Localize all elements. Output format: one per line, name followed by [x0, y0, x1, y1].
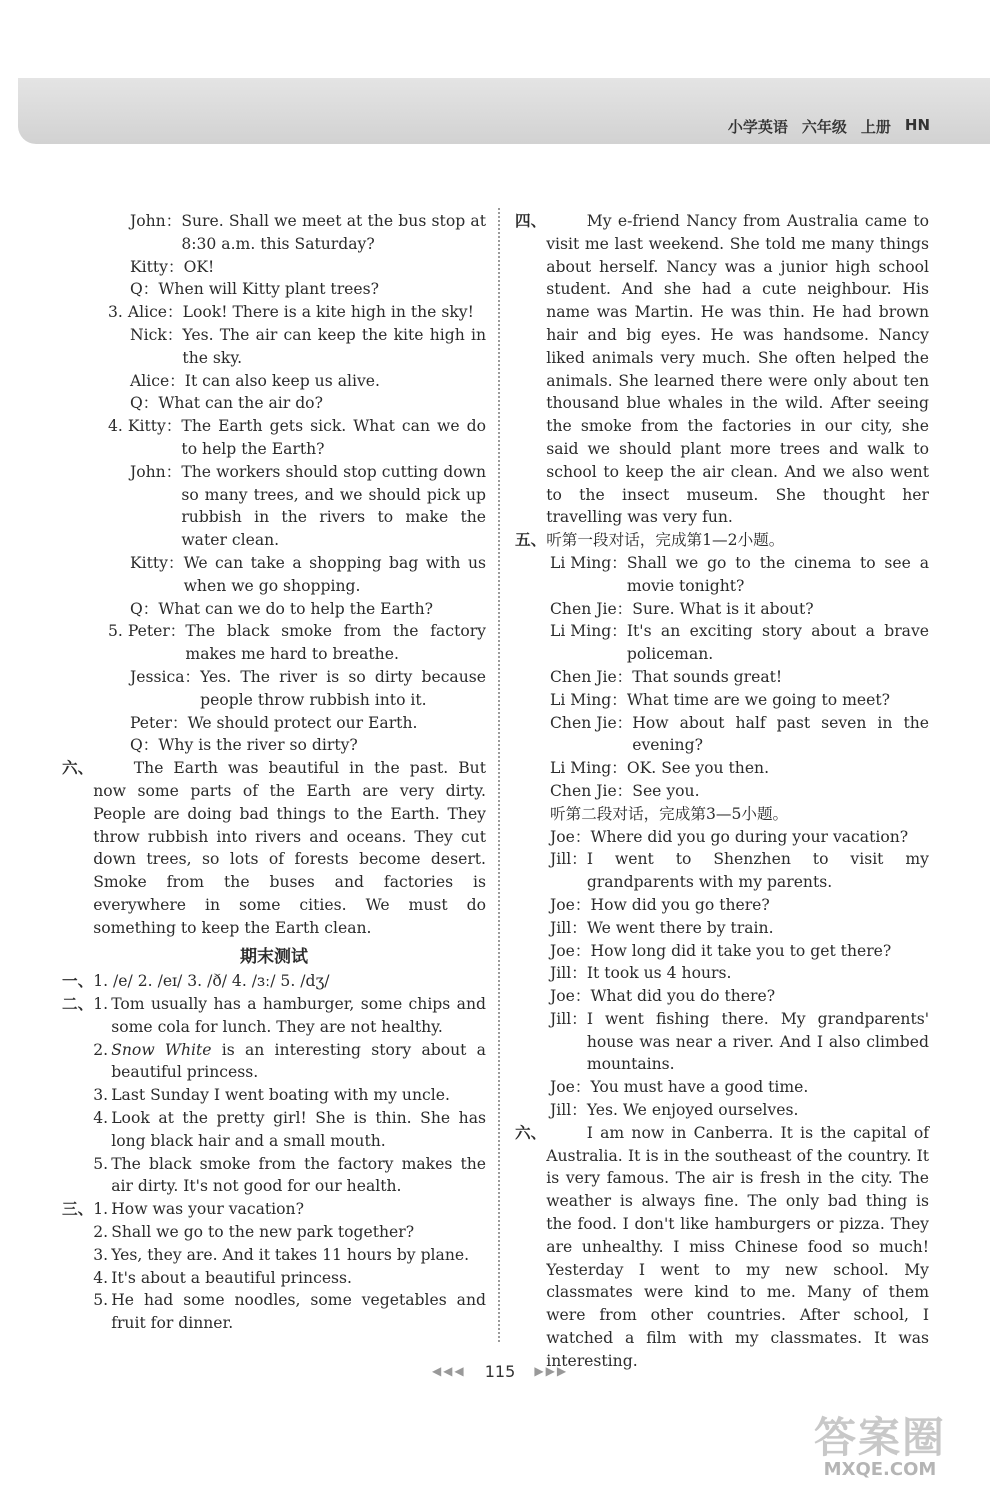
dialog-line	[62, 552, 486, 598]
speaker-label: Q：	[130, 736, 159, 755]
speaker-label: Chen Jie：	[550, 713, 633, 732]
speaker-text: I went to Shenzhen to visit my grandparents with my parents.	[586, 850, 929, 892]
right-column	[515, 210, 929, 1373]
column-divider	[498, 208, 500, 1342]
left-section-6	[62, 757, 486, 939]
speaker-label: Jessica：	[130, 667, 201, 686]
dialog-line	[62, 712, 486, 735]
speaker-label: Chen Jie：	[550, 599, 633, 618]
item-number: 3.	[93, 1086, 109, 1105]
italic-title: Snow White	[111, 1040, 212, 1059]
item-text	[111, 1039, 486, 1085]
dialog-line	[550, 598, 929, 621]
speaker-label: John：	[130, 462, 182, 481]
speaker-text: That sounds great!	[632, 667, 783, 686]
dialog-line	[62, 666, 486, 712]
dialog-line	[62, 598, 486, 621]
dialog-b	[515, 826, 929, 1122]
item-text: How was your vacation?	[111, 1200, 304, 1219]
final-q1	[62, 970, 486, 993]
dialog-line	[550, 985, 929, 1008]
answer-item	[93, 1039, 486, 1085]
speaker-label: Jill：	[550, 1101, 587, 1120]
item-number: 2.	[93, 1223, 109, 1242]
speaker-text: Why is the river so dirty?	[158, 736, 358, 755]
dialog-line	[62, 370, 486, 393]
item-text: The black smoke from the factory makes the air dirty. It's not good for our health.	[111, 1154, 486, 1196]
page-footer	[0, 1362, 1000, 1381]
speaker-text: How about half past seven in the evening?	[632, 713, 929, 755]
section-number: 六、	[62, 759, 94, 778]
speaker-text: Yes. The river is so dirty because people throw rubbish into it.	[200, 667, 486, 709]
header-grade: 六年级	[801, 118, 847, 136]
answer-item	[93, 1244, 486, 1267]
speaker-label: Jill：	[550, 918, 587, 937]
speaker-label: Q：	[130, 394, 159, 413]
answer-item	[93, 1289, 486, 1335]
speaker-label: Kitty：	[130, 257, 184, 276]
speaker-text: What time are we going to meet?	[626, 690, 890, 709]
page-number: 115	[484, 1362, 516, 1381]
speaker-label: Chen Jie：	[550, 781, 633, 800]
speaker-text: What did you do there?	[590, 987, 776, 1006]
speaker-label: Li Ming：	[550, 759, 627, 778]
speaker-text: Shall we go to the cinema to see a movie tonight?	[626, 553, 929, 595]
item-text: It's about a beautiful princess.	[111, 1268, 353, 1287]
speaker-text: See you.	[632, 781, 700, 800]
item-text: He had some noodles, some vegetables and fruit for dinner.	[111, 1291, 486, 1333]
speaker-text: Yes. We enjoyed ourselves.	[586, 1101, 799, 1120]
speaker-label: Li Ming：	[550, 622, 627, 641]
item-text: Tom usually has a hamburger, some chips and some cola for lunch. They are not healthy.	[111, 995, 486, 1036]
speaker-text: What can we do to help the Earth?	[158, 599, 433, 618]
speaker-text: It's an exciting story about a brave policeman.	[626, 622, 929, 664]
speaker-text: I went fishing there. My grandparents' house was near a river. And I also climbed mountains.	[586, 1009, 929, 1074]
item-number: 2.	[93, 1040, 109, 1059]
section-number: 四、	[515, 212, 547, 230]
dialog-line	[550, 940, 929, 963]
item-number: 1.	[93, 1200, 109, 1219]
speaker-label: Jill：	[550, 964, 587, 983]
speaker-label: Peter：	[130, 713, 188, 732]
listening-intro-1: 听第一段对话，完成第1—2小题。	[546, 531, 785, 550]
speaker-text: It took us 4 hours.	[586, 964, 732, 983]
item-text: Look at the pretty girl! She is thin. She has long black hair and a small mouth.	[111, 1109, 486, 1150]
speaker-text: The workers should stop cutting down so many trees, and we should pick up rubbish in the rivers to make the water clean.	[181, 462, 486, 550]
speaker-text: Where did you go during your vacation?	[590, 827, 909, 846]
dialog-line	[550, 689, 929, 712]
dialog-line	[550, 666, 929, 689]
speaker-label: Kitty：	[130, 553, 184, 572]
item-number: 5.	[93, 1154, 109, 1173]
speaker-label: Jill：	[550, 850, 587, 869]
answer-item	[93, 1221, 486, 1244]
dialog-line	[550, 962, 929, 985]
speaker-label: Joe：	[550, 941, 591, 960]
speaker-label: Jill：	[550, 1009, 587, 1028]
left-column	[62, 210, 486, 1335]
final-q2	[62, 993, 486, 1198]
dialog-line	[550, 757, 929, 780]
speaker-label: Joe：	[550, 987, 591, 1006]
speaker-label: Nick：	[130, 325, 183, 344]
dialog-line	[550, 780, 929, 803]
q1-answers: 1. /e/ 2. /eɪ/ 3. /ð/ 4. /ɜː/ 5. /dʒ/	[93, 972, 330, 991]
item-text: Yes, they are. And it takes 11 hours by plane.	[111, 1245, 470, 1264]
header-edition: HN	[904, 116, 930, 134]
answer-item	[93, 1084, 486, 1107]
dialog-line	[550, 917, 929, 940]
watermark-logo	[780, 1405, 980, 1485]
watermark-url: MXQE.COM	[823, 1459, 937, 1480]
speaker-text: Sure. Shall we meet at the bus stop at 8:30 a.m. this Saturday?	[181, 212, 486, 253]
watermark-text: 答案圈	[813, 1413, 946, 1462]
dialog-line	[62, 256, 486, 279]
answer-item	[93, 1107, 486, 1153]
dialog-line	[550, 552, 929, 598]
speaker-label: Li Ming：	[550, 690, 627, 709]
speaker-label: John：	[130, 212, 182, 230]
speaker-label: 3. Alice：	[108, 303, 183, 322]
dialog-line	[62, 461, 486, 552]
item-number: 4.	[93, 1109, 109, 1128]
q2-list	[93, 993, 486, 1198]
dialog-line	[62, 734, 486, 757]
speaker-text: Yes. The air can keep the kite high in the sky.	[182, 325, 486, 367]
section-number: 二、	[62, 995, 94, 1014]
dialog-a	[515, 552, 929, 803]
speaker-text: When will Kitty plant trees?	[158, 280, 379, 299]
speaker-text: You must have a good time.	[590, 1078, 809, 1097]
dialog-line	[550, 826, 929, 849]
header-subject: 小学英语	[727, 118, 788, 136]
dialog-line	[550, 848, 929, 894]
speaker-text: We should protect our Earth.	[187, 713, 418, 732]
right-section-4	[515, 210, 929, 529]
speaker-label: Joe：	[550, 827, 591, 846]
speaker-text: What can the air do?	[158, 394, 323, 413]
item-text: Last Sunday I went boating with my uncle.	[111, 1086, 450, 1105]
speaker-text: We can take a shopping bag with us when we go shopping.	[183, 553, 486, 595]
dialog-line	[550, 894, 929, 917]
speaker-text: How long did it take you to get there?	[590, 941, 892, 960]
dialog-line	[550, 712, 929, 758]
speaker-text: OK!	[183, 257, 215, 276]
section-number: 六、	[515, 1123, 547, 1142]
prev-arrows-icon: ◀◀◀	[431, 1364, 466, 1378]
right-section-5	[515, 529, 929, 552]
answer-item	[93, 993, 486, 1039]
dialog-line	[62, 278, 486, 301]
speaker-label: Chen Jie：	[550, 667, 633, 686]
dialog-line	[62, 415, 486, 461]
speaker-text: It can also keep us alive.	[184, 371, 380, 390]
q3-list	[93, 1198, 486, 1335]
passage-text: I am now in Canberra. It is the capital of Australia. It is in the southeast of the country. It is very famous. The air is fresh in the city. The weather is always fine. The only bad thing is the food. I don't like hamburgers or pizza. They are unhealthy. I miss Chinese food so much! Yesterday I went to my new school. My classmates were kind to me. Many of them were from other countries. After school, I watched a film with my classmates. It was interesting.	[546, 1123, 929, 1370]
next-arrows-icon: ▶▶▶	[534, 1364, 569, 1378]
passage-text: My e-friend Nancy from Australia came to visit me last weekend. She told me many things about herself. Nancy was a junior high school student. And she had a cute neighbour. His name was Martin. He was thin. He had brown hair and big eyes. He was handsome. Nancy liked animals very much. She often helped the animals. She learned there were only about ten thousand blue whales in the wild. After seeing the smoke from the factories in our city, she said we should plant more trees and walk to school to keep the air clean. And we also went to the insect museum. She thought her travelling was very fun.	[546, 212, 929, 527]
speaker-text: Look! There is a kite high in the sky!	[182, 303, 474, 322]
speaker-text: OK. See you then.	[626, 759, 770, 778]
item-number: 5.	[93, 1291, 109, 1310]
dialog-line	[62, 301, 486, 324]
speaker-text: Sure. What is it about?	[632, 599, 814, 618]
speaker-label: Alice：	[130, 371, 185, 390]
speaker-label: Q：	[130, 599, 159, 618]
section-number: 三、	[62, 1200, 94, 1219]
final-q3	[62, 1198, 486, 1335]
dialog-line	[550, 1099, 929, 1122]
speaker-text: The black smoke from the factory makes me hard to breathe.	[185, 622, 486, 664]
dialog-line	[62, 392, 486, 415]
listening-intro-2: 听第二段对话，完成第3—5小题。	[550, 804, 789, 823]
item-text-rest: is an interesting story about a beautiful princess.	[111, 1040, 486, 1082]
section-number: 一、	[62, 972, 94, 991]
right-section-6	[515, 1122, 929, 1373]
dialog-line	[62, 324, 486, 370]
speaker-label: Q：	[130, 280, 159, 299]
speaker-label: 4. Kitty：	[108, 417, 182, 436]
header-tags	[728, 116, 930, 137]
speaker-text: The Earth gets sick. What can we do to help the Earth?	[181, 417, 486, 458]
dialog-line	[62, 620, 486, 666]
dialog-line	[550, 1008, 929, 1076]
passage-text: The Earth was beautiful in the past. But now some parts of the Earth are very dirty. People are doing bad things to the Earth. They throw rubbish into rivers and oceans. They cut down trees, so lots of forests become desert. Smoke from the buses and factories is everywhere in some cities. We must do something to keep the Earth clean.	[93, 759, 486, 937]
answer-item	[93, 1267, 486, 1290]
dialog-line	[550, 1076, 929, 1099]
item-number: 4.	[93, 1268, 109, 1287]
item-number: 3.	[93, 1245, 109, 1264]
speaker-text: How did you go there?	[590, 895, 770, 914]
header-volume: 上册	[860, 118, 891, 136]
section-number: 五、	[515, 531, 547, 550]
answer-item	[93, 1198, 486, 1221]
speaker-label: Li Ming：	[550, 553, 627, 572]
final-test-title: 期末测试	[240, 946, 308, 967]
speaker-label: 5. Peter：	[108, 622, 186, 641]
dialog-line	[62, 210, 486, 256]
dialog-line	[550, 620, 929, 666]
speaker-label: Joe：	[550, 895, 591, 914]
speaker-label: Joe：	[550, 1078, 591, 1097]
answer-item	[93, 1153, 486, 1199]
speaker-text: We went there by train.	[586, 918, 774, 937]
left-dialog-block	[62, 210, 486, 757]
item-number: 1.	[93, 995, 109, 1014]
item-text: Shall we go to the new park together?	[111, 1223, 415, 1242]
